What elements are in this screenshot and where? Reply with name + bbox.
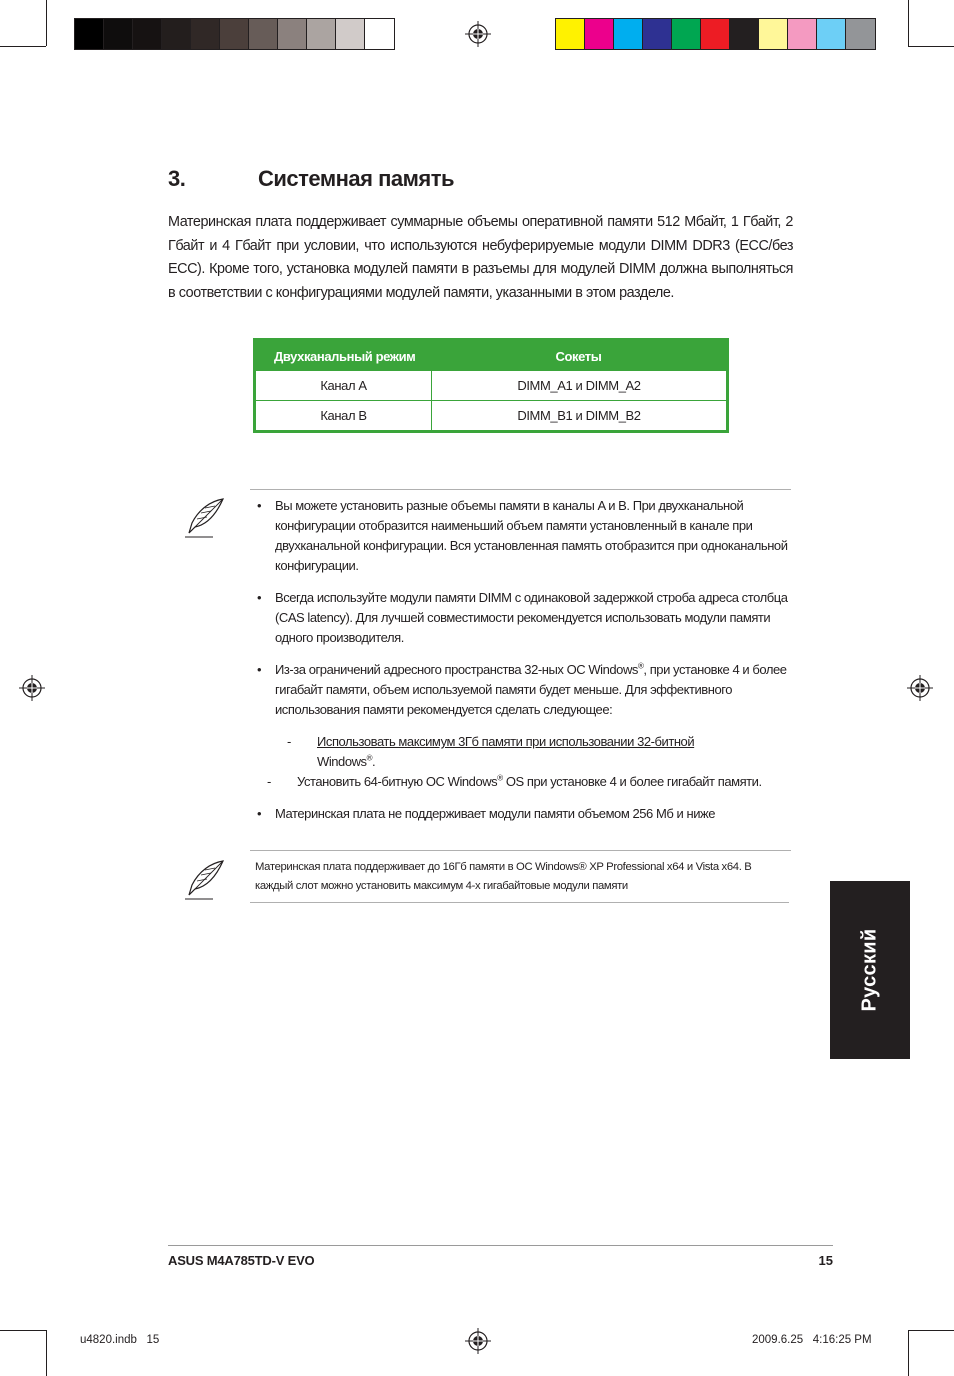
crop-mark: [46, 0, 47, 46]
registration-mark-icon: [465, 1328, 491, 1354]
language-tab-label: Русский: [858, 928, 881, 1012]
bullet: •: [257, 498, 262, 513]
color-swatch: [701, 19, 730, 49]
table-cell: DIMM_A1 и DIMM_A2: [517, 378, 641, 393]
color-swatch: [730, 19, 759, 49]
product-name: ASUS M4A785TD-V EVO: [168, 1253, 315, 1268]
note-text: , при установке 4 и более гигабайт памяти, объем используемой памяти будет меньше. Для эффективного использования памяти рекомендуется сделать следующее:: [275, 662, 787, 717]
note-text: Вы можете установить разные объемы памяти в каналы A и B. При двухканальной конфигурации отобразится наименьший объем памяти установленный в канале при двухканальной конфигурации. Вся установленная память отобразится при одноканальной конфигурации.: [275, 498, 788, 573]
color-swatch: [365, 19, 394, 49]
note-divider: [250, 489, 791, 490]
section-number: 3.: [168, 166, 186, 191]
note-text: Всегда используйте модули памяти DIMM с одинаковой задержкой строба адреса столбца (CAS latency). Для лучшей совместимости рекомендуется использовать модули памяти одного производителя.: [275, 590, 788, 645]
sub-list-item: [275, 732, 795, 772]
slug-date: 2009.6.25 4:16:25 PM: [752, 1334, 872, 1346]
process-color-bar: [555, 18, 876, 50]
slug-file: u4820.indb 15: [80, 1334, 160, 1346]
sub-note-text: OS при установке 4 и более гигабайт памяти.: [502, 774, 762, 789]
color-swatch: [249, 19, 278, 49]
color-swatch: [643, 19, 672, 49]
memory-note: Материнская плата поддерживает до 16Гб памяти в ОС Windows® XP Professional x64 и Vista x64. В каждый слот можно установить максимум 4-х гигабайтовые модули памяти: [255, 861, 752, 892]
page-number: 15: [818, 1253, 833, 1268]
crop-mark: [908, 1330, 909, 1376]
channel-socket-table: [253, 338, 729, 433]
language-tab: [830, 881, 910, 1059]
footer-divider: [168, 1245, 833, 1246]
list-item: [255, 496, 795, 576]
bullet: •: [257, 662, 262, 677]
grayscale-color-bar: [74, 18, 395, 50]
crop-mark: [0, 1330, 46, 1331]
list-item: [255, 660, 795, 792]
table-header-cell: Двухканальный режим: [274, 348, 416, 364]
color-swatch: [585, 19, 614, 49]
feather-pen-icon: [183, 859, 227, 901]
note-text: Материнская плата не поддерживает модули памяти объемом 256 Мб и ниже: [275, 806, 716, 821]
note-text: Из-за ограничений адресного пространства 32-ных ОС Windows: [275, 662, 638, 677]
crop-mark: [0, 46, 46, 47]
sub-list-item: [267, 772, 795, 792]
list-item: [255, 588, 795, 648]
registered-mark: ®: [366, 753, 373, 763]
crop-mark: [908, 0, 909, 46]
section-title: Системная память: [258, 166, 455, 191]
note-list: [255, 496, 795, 836]
intro-paragraph: Материнская плата поддерживает суммарные объемы оперативной памяти 512 Мбайт, 1 Гбайт, 2 Гбайт и 4 Гбайт при условии, что используются небуферируемые модули DIMM DDR3 (ECC/без ECC). Кроме того, установка модулей памяти в разъемы для модулей DIMM должна выполняться в соответствии с конфигурациями модулей памяти, указанными в этом разделе.: [168, 214, 793, 301]
sub-note-text: .: [372, 754, 376, 769]
feather-pen-icon: [183, 497, 227, 539]
color-swatch: [278, 19, 307, 49]
registered-mark: ®: [637, 661, 644, 671]
color-swatch: [307, 19, 336, 49]
dash: -: [267, 774, 271, 789]
crop-mark: [46, 1330, 47, 1376]
sub-note-text: Использовать максимум 3Гб памяти при использовании 32-битной: [317, 734, 695, 749]
list-item: [255, 804, 795, 824]
registration-mark-icon: [19, 675, 45, 701]
table-row: [256, 400, 726, 430]
color-swatch: [759, 19, 788, 49]
bullet: •: [257, 590, 262, 605]
bullet: •: [257, 806, 262, 821]
table-cell: Канал B: [256, 401, 432, 430]
color-swatch: [846, 19, 875, 49]
color-swatch: [672, 19, 701, 49]
note-divider: [250, 850, 791, 851]
color-swatch: [162, 19, 191, 49]
sub-note-text: Windows: [317, 754, 367, 769]
color-swatch: [788, 19, 817, 49]
color-swatch: [614, 19, 643, 49]
crop-mark: [908, 1330, 954, 1331]
crop-mark: [908, 46, 954, 47]
table-row: [256, 371, 726, 400]
color-swatch: [220, 19, 249, 49]
registration-mark-icon: [907, 675, 933, 701]
table-header-cell: Сокеты: [555, 348, 602, 364]
color-swatch: [817, 19, 846, 49]
table-header-row: [256, 341, 726, 371]
color-swatch: [191, 19, 220, 49]
note-divider: [250, 902, 789, 903]
dash: -: [287, 734, 291, 749]
registered-mark: ®: [497, 773, 503, 783]
color-swatch: [104, 19, 133, 49]
color-swatch: [336, 19, 365, 49]
registration-mark-icon: [465, 21, 491, 47]
color-swatch: [556, 19, 585, 49]
color-swatch: [75, 19, 104, 49]
table-cell: DIMM_B1 и DIMM_B2: [517, 408, 641, 423]
sub-note-text: Установить 64-битную ОС Windows: [297, 774, 498, 789]
table-cell: Канал A: [256, 371, 432, 400]
color-swatch: [133, 19, 162, 49]
